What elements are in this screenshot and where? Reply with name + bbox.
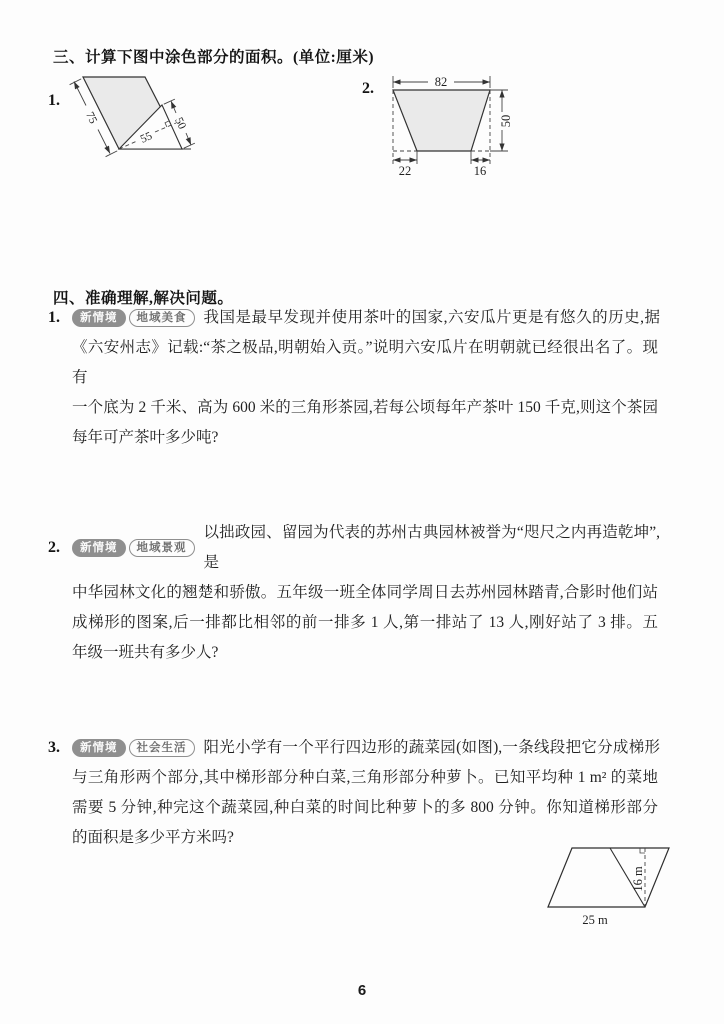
section-four-heading: 四、准确理解,解决问题。	[53, 290, 234, 307]
dim-16m-label: 16 m	[631, 866, 645, 892]
page-number: 6	[357, 982, 367, 999]
problem-2-line-1: 以拙政园、留园为代表的苏州古典园林被誉为“咫尺之内再造乾坤”,是	[203, 524, 660, 571]
problem-3-badges	[72, 739, 195, 757]
figure-1-parallelogram	[55, 70, 205, 165]
theme-badge-regional-food: 地域美食	[129, 309, 195, 327]
new-context-badge: 新情境	[72, 539, 126, 557]
problem-1-number: 1.	[48, 309, 60, 326]
problem-3-line-3: 需要 5 分钟,种完这个蔬菜园,种白菜的时间比种萝卜的多 800 分钟。你知道梯形部分	[72, 799, 658, 816]
problem-2-badges	[72, 539, 195, 557]
problem-1-line-1: 我国是最早发现并使用茶叶的国家,六安瓜片更是有悠久的历史,据	[203, 309, 660, 326]
problem-1	[48, 303, 660, 453]
dim-82-label: 82	[434, 75, 448, 89]
problem-2-number: 2.	[48, 539, 60, 556]
shaded-trapezoid	[393, 90, 490, 151]
problem-3-line-1: 阳光小学有一个平行四边形的蔬菜园(如图),一条线段把它分成梯形	[203, 739, 660, 756]
new-context-badge: 新情境	[72, 739, 126, 757]
problem-1-badges	[72, 309, 195, 327]
figure-3-garden-parallelogram	[533, 833, 695, 928]
problem-3-line-2: 与三角形两个部分,其中梯形部分种白菜,三角形部分种萝卜。已知平均种 1 m² 的菜地	[72, 769, 658, 786]
dim-25m-label: 25 m	[582, 913, 608, 927]
new-context-badge: 新情境	[72, 309, 126, 327]
dim-55-label: 55	[138, 130, 155, 146]
problem-2-line-4: 年级一班共有多少人?	[72, 644, 219, 661]
theme-badge-regional-scenery: 地域景观	[129, 539, 195, 557]
theme-badge-social-life: 社会生活	[129, 739, 195, 757]
problem-2-line-2: 中华园林文化的翘楚和骄傲。五年级一班全体同学周日去苏州园林踏青,合影时他们站	[72, 584, 658, 601]
figure-2-label: 2.	[362, 80, 374, 97]
problem-2-first-line	[48, 518, 660, 578]
dim-16-label: 16	[473, 164, 487, 178]
figure-1-label: 1.	[48, 92, 60, 109]
garden-parallelogram	[548, 848, 669, 907]
problem-1-line-3: 一个底为 2 千米、高为 600 米的三角形茶园,若每公顷每年产茶叶 150 千克,则这个茶园	[72, 399, 658, 416]
problem-1-line-2: 《六安州志》记载:“茶之极品,明朝始入贡。”说明六安瓜片在明朝就已经很出名了。现有	[72, 339, 658, 386]
problem-2-line-3: 成梯形的图案,后一排都比相邻的前一排多 1 人,第一排站了 13 人,刚好站了 3 排。五	[72, 614, 658, 631]
problem-3-line-4: 的面积是多少平方米吗?	[72, 829, 234, 846]
section-three-heading: 三、计算下图中涂色部分的面积。(单位:厘米)	[53, 49, 374, 66]
problem-2	[48, 518, 660, 668]
dim-50-label: 50	[172, 115, 189, 132]
problem-3-number: 3.	[48, 739, 60, 756]
figure-2-trapezoid	[360, 72, 520, 182]
dim-75-label: 75	[83, 110, 100, 126]
problem-3-first-line	[48, 733, 660, 763]
dim-22-label: 22	[398, 164, 412, 178]
problem-1-first-line	[48, 303, 660, 333]
problem-1-line-4: 每年可产茶叶多少吨?	[72, 429, 219, 446]
dim-50v-label: 50	[499, 114, 513, 128]
